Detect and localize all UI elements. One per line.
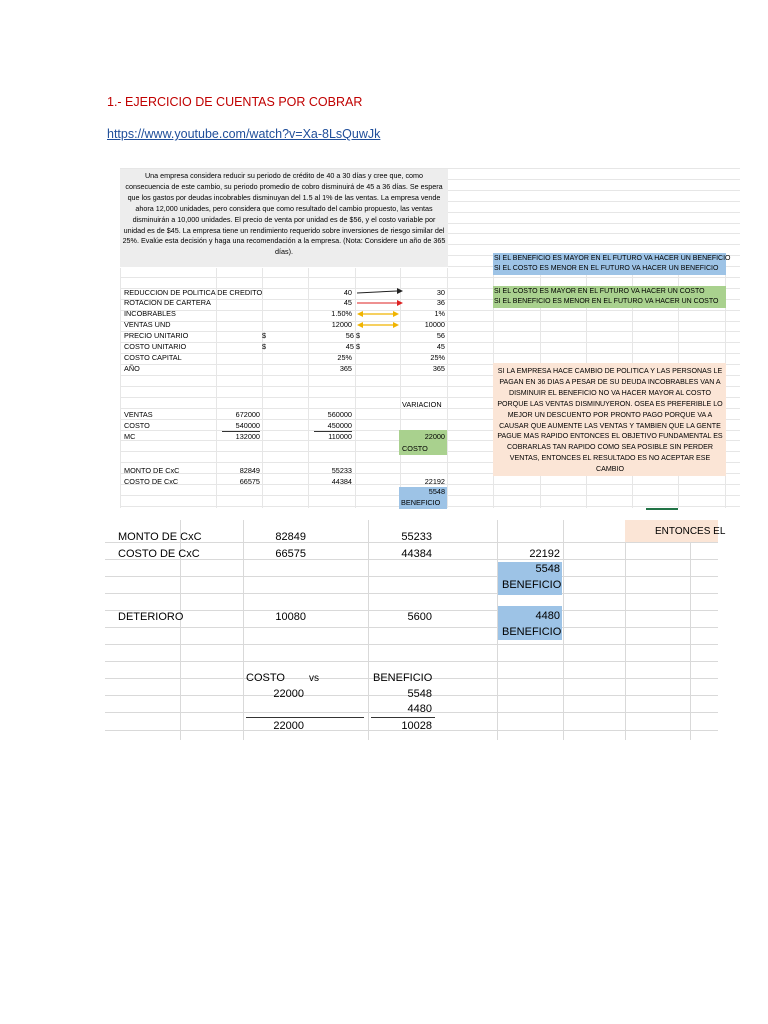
summary-beneficio-1: 5548 — [407, 688, 432, 700]
zoom-label-costo: COSTO DE CxC — [118, 548, 200, 560]
param-a-1: 40 — [343, 288, 352, 297]
param-label-3: INCOBRABLES — [124, 309, 176, 318]
param-a-7: 25% — [337, 353, 352, 362]
param-label-8: AÑO — [124, 364, 140, 373]
param-b-2: 36 — [436, 298, 445, 307]
zoom-deterioro-label: BENEFICIO — [502, 626, 562, 638]
grid-line — [262, 268, 263, 508]
grid-line — [120, 277, 740, 278]
summary-costo-header: COSTO — [246, 672, 285, 684]
youtube-link[interactable]: https://www.youtube.com/watch?v=Xa-8LsQuwJk — [107, 127, 381, 141]
variacion-header: VARIACION — [402, 400, 442, 409]
param-b-5: 56 — [436, 331, 445, 340]
param-label-1: REDUCCION DE POLITICA DE CREDITO — [124, 288, 263, 297]
arrow-right-icon — [357, 288, 403, 296]
calc-a-ventas: 672000 — [235, 410, 260, 419]
summary-vs: vs — [309, 673, 319, 684]
beneficio-label: BENEFICIO — [401, 498, 441, 507]
param-label-5: PRECIO UNITARIO — [124, 331, 189, 340]
cxc-a-costo: 66575 — [239, 477, 260, 486]
summary-beneficio-header: BENEFICIO — [373, 672, 433, 684]
summary-costo-value: 22000 — [273, 688, 304, 700]
param-a-3: 1.50% — [331, 309, 352, 318]
param-b-1: 30 — [436, 288, 445, 297]
zoom-cxc-variation: 22192 — [529, 548, 560, 560]
note-green-2: SI EL BENEFICIO ES MENOR EN EL FUTURO VA HACER UN COSTO — [494, 298, 719, 305]
costo-label: COSTO — [402, 444, 428, 453]
problem-statement: Una empresa considera reducir su periodo de crédito de 40 a 30 días y cree que, como consecuencia de este cambio, su periodo promedio de cobro disminuirá de 45 a 36 días. Se espera que los gastos por deudas incobrables disminuyan del 1.5 al 1% de las ventas. La empresa vende ahora 12,000 unidades, pero considera que como resultado del cambio propuesto, las ventas disminuirán a 10,000 unidades. El precio de venta por unidad es de $56, y el costo variable por unidad es de $45. La empresa tiene un rendimiento requerido sobre inversiones de riesgo similar del 25%. Evalúe esta decisión y haga una recomendación a la empresa. (Nota: Considere un año de 365 días). — [120, 169, 448, 267]
grid-line — [368, 520, 369, 740]
cxc-label-costo: COSTO DE CxC — [124, 477, 179, 486]
zoom-a-costo: 66575 — [275, 548, 306, 560]
grid-line — [105, 593, 718, 594]
param-b-8: 365 — [432, 364, 445, 373]
cxc-label-monto: MONTO DE CxC — [124, 466, 180, 475]
zoom-a-monto: 82849 — [275, 531, 306, 543]
summary-beneficio-2: 4480 — [407, 703, 432, 715]
grid-line — [105, 576, 718, 577]
calc-label-mc: MC — [124, 432, 136, 441]
calc-b-ventas: 560000 — [327, 410, 352, 419]
zoom-beneficio-label: BENEFICIO — [502, 579, 562, 591]
param-cur-6: $ — [262, 342, 267, 351]
param-b-3: 1% — [434, 309, 445, 318]
param-a-2: 45 — [343, 298, 352, 307]
grid-line — [355, 268, 356, 508]
param-b-7: 25% — [430, 353, 445, 362]
note-peach-text: SI LA EMPRESA HACE CAMBIO DE POLITICA Y LAS PERSONAS LE PAGAN EN 36 DIAS A PESAR DE SU DEUDA INCOBRABLES VAN A DISMINUIR EL BENEFICIO NO VA HACER MAYOR AL COSTO PORQUE LAS VENTAS DISMINUYERON. OSEA ES PREFERIBLE LO MEJOR UN DESCUENTO POR PRONTO PAGO PORQUE VA A CAUSAR QUE AUMENTE LAS VENTAS Y TAMBIEN QUE LA GENTE PAGUE MAS RAPIDO ENTONCES EL OBJETIVO FUNDAMENTAL ES COBRARLAS TAN RAPIDO COMO SEA POSIBLE SIN PERDER VENTAS, ENTONCES EL RESULTADO ES NO ACEPTAR ESE CAMBIO — [497, 367, 723, 474]
cxc-variation-value: 22192 — [424, 477, 445, 486]
param-a-4: 12000 — [331, 320, 352, 329]
grid-line — [690, 520, 691, 740]
beneficio-value: 5548 — [428, 487, 445, 496]
param-label-2: ROTACION DE CARTERA — [124, 298, 211, 307]
calc-b-mc: 110000 — [328, 432, 352, 441]
page-title: 1.- EJERCICIO DE CUENTAS POR COBRAR — [107, 95, 363, 109]
param-label-6: COSTO UNITARIO — [124, 342, 187, 351]
calc-a-mc: 132000 — [235, 432, 260, 441]
grid-line — [120, 268, 121, 508]
note-blue-2: SI EL COSTO ES MENOR EN EL FUTURO VA HACER UN BENEFICIO — [494, 265, 719, 272]
param-b-6: 45 — [436, 342, 445, 351]
grid-line — [447, 268, 448, 508]
zoom-deterioro-value: 4480 — [535, 610, 560, 622]
grid-line — [105, 644, 718, 645]
zoom-b-monto: 55233 — [401, 531, 432, 543]
zoom-b-deterioro: 5600 — [407, 611, 432, 623]
zoom-b-costo: 44384 — [401, 548, 432, 560]
param-a-5: 56 $ — [345, 331, 360, 340]
param-label-7: COSTO CAPITAL — [124, 353, 182, 362]
summary-beneficio-total: 10028 — [401, 720, 432, 732]
grid-line — [105, 661, 718, 662]
underline — [371, 717, 435, 718]
mc-variation-value: 22000 — [424, 432, 445, 441]
zoom-label-deterioro: DETERIORO — [118, 611, 184, 623]
note-blue-1: SI EL BENEFICIO ES MAYOR EN EL FUTURO VA HACER UN BENEFICIO — [494, 255, 731, 262]
zoom-a-deterioro: 10080 — [275, 611, 306, 623]
note-green-1: SI EL COSTO ES MAYOR EN EL FUTURO VA HACER UN COSTO — [494, 288, 705, 295]
calc-label-costo: COSTO — [124, 421, 150, 430]
param-a-6: 45 $ — [345, 342, 360, 351]
cxc-a-monto: 82849 — [239, 466, 260, 475]
zoom-corner-text: ENTONCES EL — [655, 526, 726, 537]
param-cur-5: $ — [262, 331, 267, 340]
param-label-4: VENTAS UND — [124, 320, 171, 329]
grid-line — [105, 627, 718, 628]
param-a-8: 365 — [339, 364, 352, 373]
calc-b-costo: 450000 — [327, 421, 352, 430]
grid-line — [625, 520, 626, 740]
underline — [246, 717, 364, 718]
cxc-b-costo: 44384 — [331, 477, 352, 486]
calc-a-costo: 540000 — [235, 421, 260, 430]
double-arrow-icon — [357, 310, 399, 318]
arrow-right-red-icon — [357, 299, 403, 307]
zoom-label-monto: MONTO DE CxC — [118, 531, 202, 543]
calc-label-ventas: VENTAS — [124, 410, 153, 419]
double-arrow-icon — [357, 321, 399, 329]
grid-line — [243, 520, 244, 740]
selection-marker — [646, 508, 678, 510]
cxc-b-monto: 55233 — [331, 466, 352, 475]
grid-line — [216, 268, 217, 508]
summary-costo-total: 22000 — [273, 720, 304, 732]
param-b-4: 10000 — [424, 320, 445, 329]
zoom-beneficio-value: 5548 — [535, 563, 560, 575]
grid-line — [563, 520, 564, 740]
